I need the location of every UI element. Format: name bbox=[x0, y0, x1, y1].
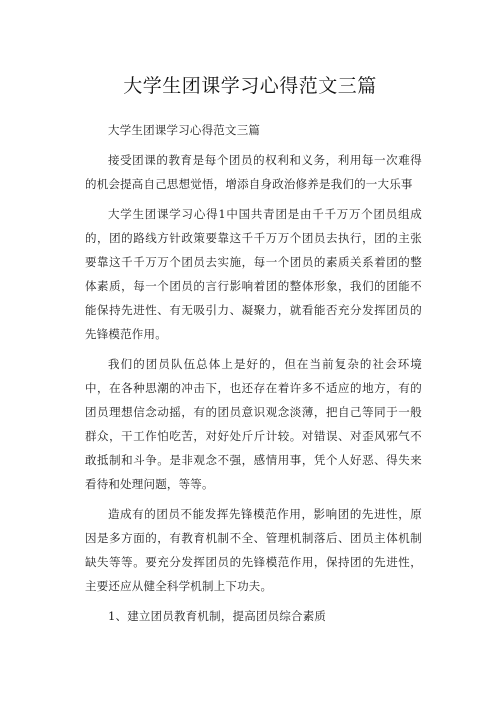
document-title: 大学生团课学习心得范文三篇 bbox=[123, 74, 377, 97]
section-heading: 1、建立团员教育机制，提高团员综合素质 bbox=[108, 609, 327, 623]
body-paragraph: 造成有的团员不能发挥先锋模范作用，影响团的先进性，原因是多方面的，有教育机制不全、管理机制落后、团员主体机制缺失等等。要充分发挥团员的先锋模范作用，保持团的先进性，主要还应从健全科学机制上下功夫。 bbox=[85, 507, 422, 593]
document-body bbox=[85, 118, 422, 628]
body-paragraph: 大学生团课学习心得1中国共青团是由千千万万个团员组成的，团的路线方针政策要靠这千千万万个团员去执行，团的主张要靠这千千万万个团员去实施，每一个团员的素质关系着团的整体素质，每一个团员的言行影响着团的整体形象，我们的团能不能保持先进性、有无吸引力、凝聚力，就看能否充分发挥团员的先锋模范作用。 bbox=[85, 207, 422, 341]
subtitle-paragraph: 大学生团课学习心得范文三篇 bbox=[108, 123, 261, 137]
body-paragraph: 我们的团员队伍总体上是好的，但在当前复杂的社会环境中，在各种思潮的冲击下，也还存在着许多不适应的地方，有的团员理想信念动摇，有的团员意识观念淡薄，把自己等同于一般群众，干工作怕吃苦，对好处斤斤计较。对错误、对歪风邪气不敢抵制和斗争。是非观念不强，感情用事，凭个人好恶、得失来看待和处理问题，等等。 bbox=[85, 357, 422, 491]
intro-paragraph: 接受团课的教育是每个团员的权利和义务，利用每一次难得的机会提高自己思想觉悟，增添自身政治修养是我们的一大乐事 bbox=[85, 153, 422, 191]
